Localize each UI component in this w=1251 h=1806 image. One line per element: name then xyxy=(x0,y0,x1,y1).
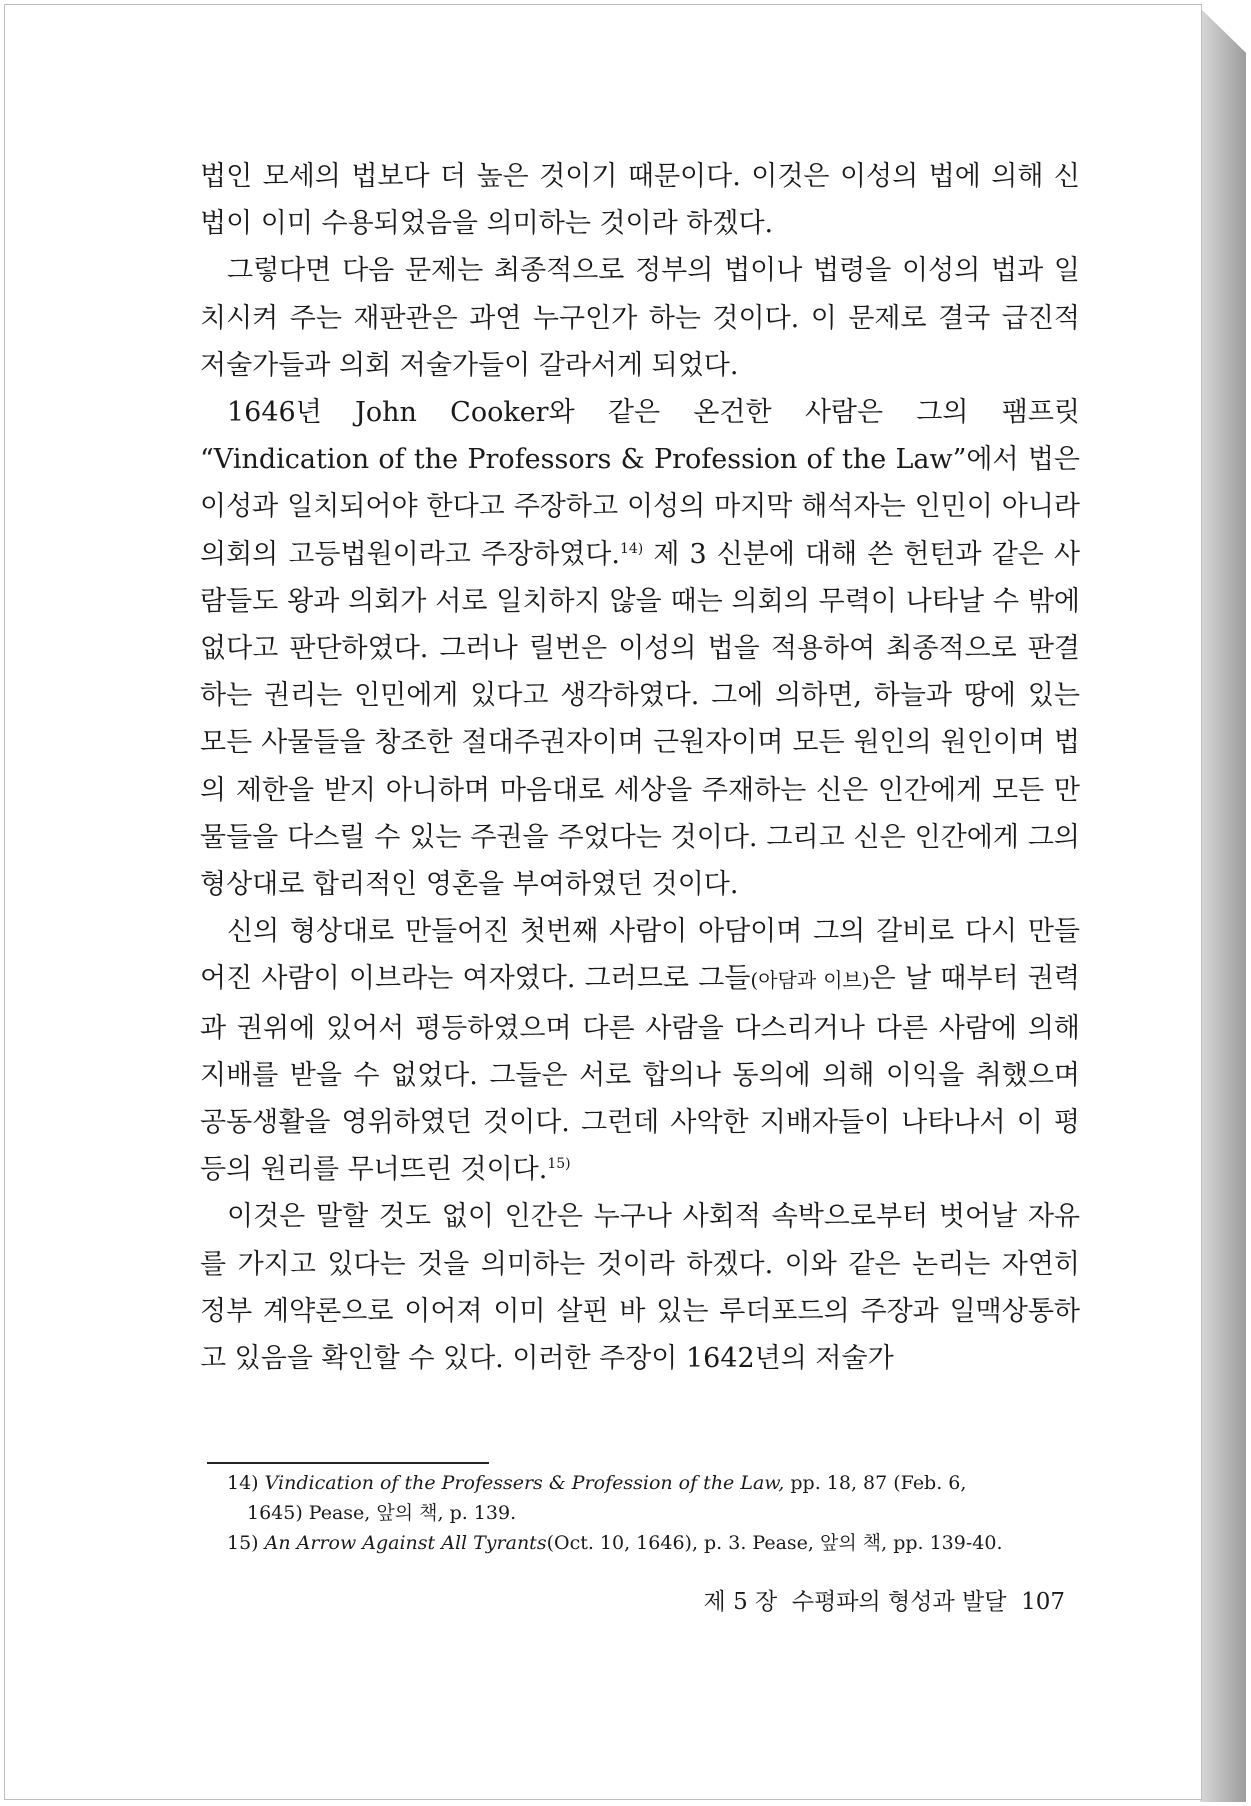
paragraph: 법인 모세의 법보다 더 높은 것이기 때문이다. 이것은 이성의 법에 의해 신법이 이미 수용되었음을 의미하는 것이라 하겠다. xyxy=(200,161,1080,240)
footnote-divider xyxy=(207,1462,489,1464)
paragraph: 이것은 말할 것도 없이 인간은 누구나 사회적 속박으로부터 벗어날 자유를 가지고 있다는 것을 의미하는 것이라 하겠다. 이와 같은 논리는 자연히 정부 계약론으로 이어져 이미 살핀 바 있는 루더포드의 주장과 일맥상통하고 있음을 확인할 수 있다. 이러한 주장이 1642년의 저술가 xyxy=(200,1201,1080,1375)
footnote-15 xyxy=(227,1528,1077,1558)
page-number: 107 xyxy=(1021,1589,1065,1615)
paragraph xyxy=(200,389,1080,908)
paragraph-text: 제 3 신분에 대해 쓴 헌턴과 같은 사람들도 왕과 의회가 서로 일치하지 않을 때는 의회의 무력이 나타날 수 밖에 없다고 판단하였다. 그러나 릴번은 이성의 법을 적용하여 최종적으로 판결하는 권리는 인민에게 있다고 생각하였다. 그에 의하면, 하늘과 땅에 있는 모든 사물들을 창조한 절대주권자이며 근원자이며 모든 원인의 원인이며 법의 제한을 받지 아니하며 마음대로 세상을 주재하는 신은 인간에게 모든 만물들을 다스릴 수 있는 주권을 주었다는 것이다. 그리고 신은 인간에게 그의 형상대로 합리적인 영혼을 부여하였던 것이다. xyxy=(200,538,1081,901)
footnote-number: 15) xyxy=(227,1532,259,1554)
footnote-14 xyxy=(227,1468,1077,1498)
running-footer xyxy=(655,1583,1065,1616)
footnote-title: Vindication of the Professers & Profession of the Law, xyxy=(264,1472,785,1494)
chapter-title: 수평파의 형성과 발달 xyxy=(791,1589,1007,1615)
paragraph-text: 신의 형상대로 만들어진 첫번째 사람이 아담이며 그의 갈비로 다시 만들어진 사람이 이브라는 여자였다. 그러므로 그들 xyxy=(200,916,1080,995)
paragraph xyxy=(200,908,1080,1193)
footnote-title: An Arrow Against All Tyrants xyxy=(264,1532,547,1554)
footnote-ref: 15) xyxy=(547,1156,571,1173)
paragraph: 그렇다면 다음 문제는 최종적으로 정부의 법이나 법령을 이성의 법과 일치시켜 주는 재판관은 과연 누구인가 하는 것이다. 이 문제로 결국 급진적 저술가들과 의회 저술가들이 갈라서게 되었다. xyxy=(200,255,1080,381)
paragraph-text: 1646년 John Cooker와 같은 온건한 사람은 그의 팸프릿 “Vindication of the Professors & Profession of the Law”에서 법은 이성과 일치되어야 한다고 주장하고 이성의 마지막 해석자는 인민이 아니라 의회의 고등법원이라고 주장하였다. xyxy=(200,397,1080,570)
footnote-ref: 14) xyxy=(619,540,644,557)
body-text xyxy=(200,153,1080,1382)
chapter-label: 제 5 장 xyxy=(703,1589,778,1615)
footnotes xyxy=(227,1468,1077,1558)
footnote-detail: pp. 18, 87 (Feb. 6, xyxy=(784,1472,967,1494)
page-edge-shadow xyxy=(1200,8,1246,1802)
footnote-detail: (Oct. 10, 1646), p. 3. Pease, 앞의 책, pp. 139-40. xyxy=(546,1532,1003,1554)
paragraph-aside: (아담과 이브) xyxy=(750,968,870,993)
footnote-14-cont: 1645) Pease, 앞의 책, p. 139. xyxy=(247,1502,517,1524)
paragraph-text: 은 날 때부터 권력과 권위에 있어서 평등하였으며 다른 사람을 다스리거나 다른 사람에 의해 지배를 받을 수 없었다. 그들은 서로 합의나 동의에 의해 이익을 취했으며 공동생활을 영위하였던 것이다. 그런데 사악한 지배자들이 나타나서 이 평등의 원리를 무너뜨린 것이다. xyxy=(200,963,1080,1186)
footnote-number: 14) xyxy=(227,1472,259,1494)
book-page xyxy=(4,4,1202,1800)
